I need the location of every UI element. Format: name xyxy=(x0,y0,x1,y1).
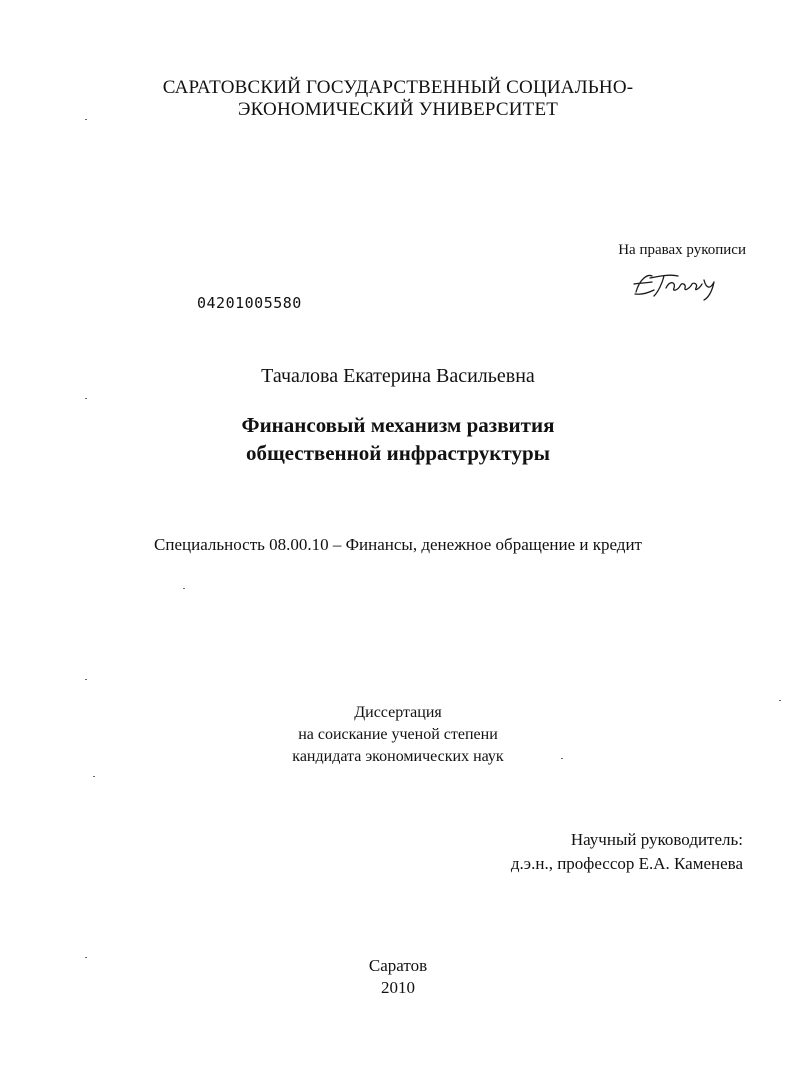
scientific-supervisor xyxy=(430,828,743,876)
scan-speck xyxy=(85,957,87,958)
supervisor-label: Научный руководитель: xyxy=(570,830,743,849)
degree-description-line1: Диссертация xyxy=(354,704,442,721)
scan-speck xyxy=(779,700,781,701)
dissertation-title xyxy=(0,411,796,467)
author-name: Тачалова Екатерина Васильевна xyxy=(261,365,535,387)
degree-description-line3: кандидата экономических наук xyxy=(292,748,504,765)
supervisor-name: д.э.н., профессор Е.А. Каменева xyxy=(510,854,743,873)
scan-speck xyxy=(85,398,87,399)
specialty: Специальность 08.00.10 – Финансы, денежное обращение и кредит xyxy=(154,535,642,554)
scan-speck xyxy=(85,119,87,120)
scan-speck xyxy=(85,679,87,680)
scan-speck xyxy=(183,588,185,589)
scan-speck xyxy=(561,758,563,759)
university-name-line2: ЭКОНОМИЧЕСКИЙ УНИВЕРСИТЕТ xyxy=(237,99,559,120)
dissertation-title-line2: общественной инфраструктуры xyxy=(245,441,551,465)
catalog-code: 04201005580 xyxy=(197,294,302,312)
university-name-line1: САРАТОВСКИЙ ГОСУДАРСТВЕННЫЙ СОЦИАЛЬНО- xyxy=(162,77,634,98)
city: Саратов xyxy=(368,956,428,975)
year: 2010 xyxy=(381,978,415,997)
place-and-year xyxy=(0,955,796,999)
dissertation-title-line1: Финансовый механизм развития xyxy=(241,413,555,437)
author-signature xyxy=(630,266,730,302)
scan-speck xyxy=(93,776,95,777)
degree-description xyxy=(0,702,796,768)
degree-description-line2: на соискание ученой степени xyxy=(298,726,498,743)
rights-note: На правах рукописи xyxy=(618,242,746,258)
university-name xyxy=(0,77,796,121)
